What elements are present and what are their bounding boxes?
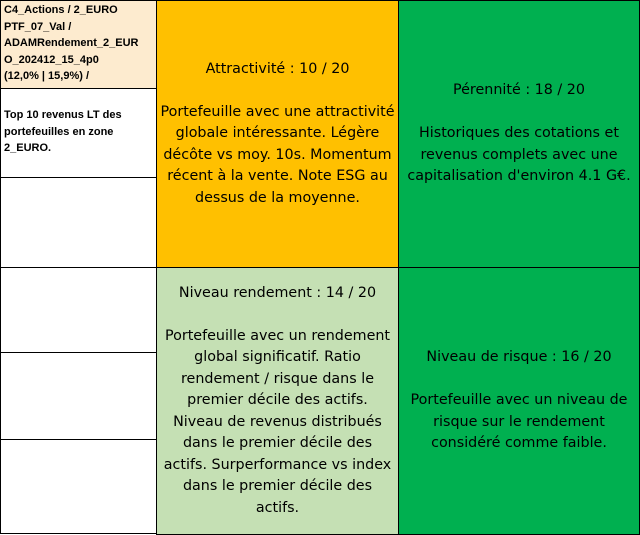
portfolio-title-line: C4_Actions / 2_EURO <box>4 4 118 16</box>
attractivite-text: Portefeuille avec une attractivité globale intéressante. Légère décôte vs moy. 10s. Momentum récent à la vente. Note ESG au dessus de la moyenne. <box>160 103 395 206</box>
risque-text: Portefeuille avec un niveau de risque sur le rendement considéré comme faible. <box>410 392 628 452</box>
perennite-panel <box>398 0 640 268</box>
empty-cell <box>0 177 157 268</box>
portfolio-description-line: portefeuilles en zone <box>4 125 114 138</box>
rendement-heading: Niveau rendement : 14 / 20 <box>178 284 377 301</box>
risque-heading: Niveau de risque : 16 / 20 <box>426 349 612 366</box>
risque-panel <box>398 267 640 535</box>
portfolio-description-line: Top 10 revenus LT des <box>4 109 122 121</box>
empty-cell <box>0 352 157 440</box>
empty-cell <box>0 439 157 534</box>
attractivite-heading: Attractivité : 10 / 20 <box>205 60 350 77</box>
rendement-panel <box>156 267 399 535</box>
attractivite-panel <box>156 0 399 268</box>
rendement-text: Portefeuille avec un rendement global significatif. Ratio rendement / risque dans le premier décile des actifs. Niveau de revenus distribués dans le premier décile des actifs. Surperformance vs index dans le premier décile des actifs. <box>163 327 392 516</box>
perennite-heading: Pérennité : 18 / 20 <box>453 82 585 99</box>
portfolio-title-cell <box>0 0 157 89</box>
portfolio-title-line: O_202412_15_4p0 <box>4 53 99 66</box>
portfolio-description-line: 2_EURO. <box>4 142 52 154</box>
portfolio-title-line: PTF_07_Val / <box>4 20 72 33</box>
portfolio-title-line: (12,0% | 15,9%) / <box>4 70 90 82</box>
portfolio-description-cell <box>0 88 157 178</box>
portfolio-title-line: ADAMRendement_2_EUR <box>4 37 139 49</box>
empty-cell <box>0 267 157 353</box>
perennite-text: Historiques des cotations et revenus complets avec une capitalisation d'environ 4.1 G€. <box>407 125 631 185</box>
